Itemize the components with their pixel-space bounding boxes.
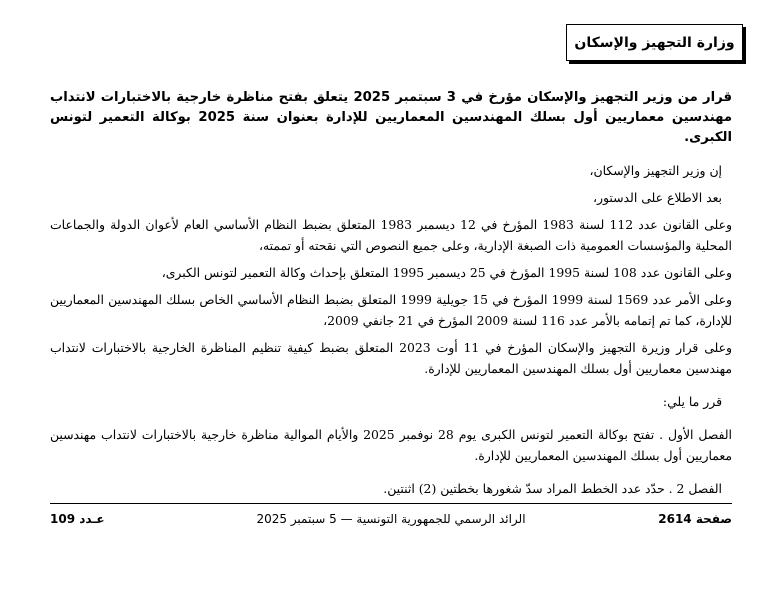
- journal-title: الرائد الرسمي للجمهورية التونسية — 5 سبتمبر 2025: [256, 512, 526, 526]
- paragraph-decree-1999: وعلى الأمر عدد 1569 لسنة 1999 المؤرخ في 15 جويلية 1999 المتعلق بضبط النظام الأساسي الخاص بسلك المهندسين المعماريين للإدارة، كما تم إتمامه بالأمر عدد 116 لسنة 2009 المؤرخ في 21 جانفي 2009،: [50, 292, 732, 328]
- ministry-header: [566, 24, 743, 61]
- paragraph-law-1983: وعلى القانون عدد 112 لسنة 1983 المؤرخ في 12 ديسمبر 1983 المتعلق بضبط النظام الأساسي العام لأعوان الدولة والجماعات المحلية والمؤسسات العمومية ذات الصبغة الإدارية، وعلى جميع النصوص التي نقحته أو تممته،: [50, 217, 732, 253]
- footer-divider: [50, 503, 732, 504]
- article-2: الفصل 2 . حدّد عدد الخطط المراد سدّ شغورها بخطتين (2) اثنتين.: [383, 481, 722, 496]
- article-1: الفصل الأول . تفتح بوكالة التعمير لتونس الكبرى يوم 28 نوفمبر 2025 والأيام الموالية مناظرة خارجية بالاختبارات لانتداب مهندسين معماريين أول بسلك المهندسين المعماريين للإدارة.: [50, 427, 732, 463]
- paragraph-constitution: بعد الاطلاع على الدستور،: [593, 190, 722, 205]
- paragraph-law-1995: وعلى القانون عدد 108 لسنة 1995 المؤرخ في 25 ديسمبر 1995 المتعلق بإحداث وكالة التعمير لتونس الكبرى،: [161, 265, 732, 280]
- page-number: صفحة 2614: [658, 512, 732, 526]
- paragraph-preamble: إن وزير التجهيز والإسكان،: [589, 163, 722, 178]
- paragraph-order-2023: وعلى قرار وزيرة التجهيز والإسكان المؤرخ في 11 أوت 2023 المتعلق بضبط كيفية تنظيم المناظرة الخارجية بالاختبارات لانتداب مهندسين معماريين أول بسلك المهندسين المعماريين للإدارة.: [50, 340, 733, 376]
- paragraph-decides: قرر ما يلي:: [662, 394, 722, 409]
- ministry-name: وزارة التجهيز والإسكان: [574, 34, 735, 51]
- document-body: [50, 88, 732, 505]
- decree-title: قرار من وزير التجهيز والإسكان مؤرخ في 3 سبتمبر 2025 يتعلق بفتح مناظرة خارجية بالاختبارات لانتداب مهندسين معماريين أول بسلك المهندسين المعماريين للإدارة بعنوان سنة 2025 بوكالة التعمير لتونس الكبرى.: [50, 90, 733, 145]
- page-footer: [50, 512, 732, 534]
- issue-number: عـدد 109: [50, 512, 105, 526]
